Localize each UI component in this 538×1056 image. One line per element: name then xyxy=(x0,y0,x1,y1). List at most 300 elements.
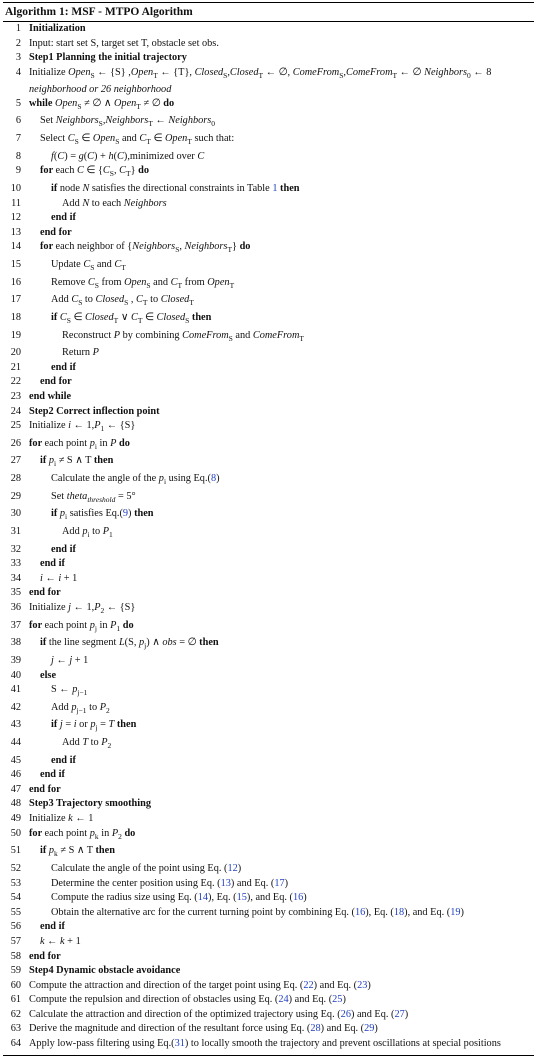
line-text xyxy=(29,226,534,241)
algorithm-line xyxy=(3,226,534,241)
subscript: k xyxy=(94,831,99,841)
algorithm-line xyxy=(3,636,534,654)
line-segment: ComeFrom xyxy=(252,329,300,341)
algorithm-line xyxy=(3,375,534,390)
line-segment: if xyxy=(51,719,60,731)
algorithm-line xyxy=(3,51,534,66)
line-segment: ← ∅ xyxy=(397,66,425,78)
line-number: 40 xyxy=(10,669,21,681)
line-segment: p xyxy=(72,684,78,696)
line-segment: P xyxy=(99,701,107,713)
line-segment: Closed xyxy=(229,66,259,78)
line-segment: i xyxy=(58,572,62,584)
line-segment: ) xyxy=(128,508,135,520)
line-segment: for xyxy=(29,827,45,839)
line-number: 14 xyxy=(10,241,21,253)
line-segment: ) to locally smooth the trajectory and prevent oscillations at special positions xyxy=(184,1038,501,1050)
line-number: 8 xyxy=(15,150,21,162)
subscript: S xyxy=(185,315,190,325)
line-text xyxy=(29,240,534,258)
line-segment: such that: xyxy=(191,133,235,145)
line-segment: Add xyxy=(51,294,72,306)
reference-link[interactable]: 16 xyxy=(292,892,304,904)
line-segment: ), Eq. ( xyxy=(365,906,394,918)
line-segment: then xyxy=(116,719,137,731)
line-segment: p xyxy=(48,845,55,857)
line-segment: = ∅ xyxy=(176,637,200,649)
algorithm-line xyxy=(3,736,534,754)
line-segment: neighborhood or 26 neighborhood xyxy=(29,83,172,95)
reference-link[interactable]: 14 xyxy=(197,892,209,904)
line-segment: if xyxy=(51,508,60,520)
algorithm-line xyxy=(3,964,534,979)
algorithm-line xyxy=(3,390,534,405)
subscript: T xyxy=(126,169,131,179)
algorithm-lines xyxy=(3,22,534,1052)
line-segment: do xyxy=(122,619,134,631)
line-number: 34 xyxy=(10,572,21,584)
algorithm-line xyxy=(3,454,534,472)
line-number: 17 xyxy=(10,294,21,306)
reference-link[interactable]: 23 xyxy=(357,979,368,991)
algorithm-line xyxy=(3,472,534,490)
line-text xyxy=(29,1008,534,1023)
line-segment: ∈ xyxy=(70,311,86,323)
line-number: 37 xyxy=(10,619,21,631)
line-number: 48 xyxy=(10,798,21,810)
subscript: T xyxy=(258,70,264,80)
line-number: 29 xyxy=(10,490,21,502)
line-text xyxy=(29,525,534,543)
subscript: S xyxy=(90,70,95,80)
line-segment: j xyxy=(69,654,73,666)
subscript: i xyxy=(87,530,90,540)
line-number: 36 xyxy=(10,602,21,614)
line-segment: end if xyxy=(40,769,65,781)
subscript: j xyxy=(144,641,147,651)
algorithm-line xyxy=(3,164,534,182)
algorithm-line xyxy=(3,906,534,921)
line-segment: C xyxy=(87,150,95,162)
subscript: 0 xyxy=(467,70,471,80)
line-number: 19 xyxy=(10,329,21,341)
line-segment: Apply low-pass filtering using Eq.( xyxy=(29,1038,175,1050)
algorithm-line xyxy=(3,240,534,258)
line-segment: p xyxy=(158,473,164,485)
line-number: 57 xyxy=(10,935,21,947)
line-segment: to xyxy=(147,294,161,306)
algorithm-line xyxy=(3,572,534,587)
algorithm-line xyxy=(3,891,534,906)
subscript: i xyxy=(163,477,167,487)
line-number: 16 xyxy=(10,276,21,288)
line-segment: in xyxy=(96,437,111,449)
algorithm-line xyxy=(3,258,534,276)
algorithm-line xyxy=(3,437,534,455)
line-number: 42 xyxy=(10,701,21,713)
line-segment: p xyxy=(71,701,77,713)
line-segment: each point xyxy=(44,437,90,449)
line-segment: Return xyxy=(62,347,93,359)
line-segment: to xyxy=(89,526,103,538)
line-text xyxy=(29,490,534,508)
line-text xyxy=(29,993,534,1008)
subscript: S xyxy=(74,137,79,147)
line-segment: C xyxy=(119,165,126,177)
line-segment: Initialize xyxy=(29,66,69,78)
line-segment: in xyxy=(98,827,112,839)
algorithm-line xyxy=(3,197,534,212)
line-segment: ← 1, xyxy=(71,420,95,432)
reference-link[interactable]: 1 xyxy=(272,182,278,194)
line-segment: p xyxy=(90,719,96,731)
line-segment: each xyxy=(55,165,77,177)
line-segment: to xyxy=(82,294,96,306)
line-segment: Initialization xyxy=(29,23,86,34)
line-segment: end if xyxy=(51,212,76,224)
algorithm-line xyxy=(3,683,534,701)
line-segment: then xyxy=(199,637,219,649)
line-segment: satisfies Eq.( xyxy=(67,508,123,520)
algorithm-line xyxy=(3,586,534,601)
line-text xyxy=(29,361,534,376)
algorithm-line xyxy=(3,311,534,329)
line-segment: i xyxy=(40,572,43,584)
line-number: 20 xyxy=(10,347,21,359)
line-segment: ), Eq. ( xyxy=(208,892,237,904)
line-segment: Derive the magnitude and direction of the resultant force using Eq. ( xyxy=(29,1023,311,1035)
line-segment: Step1 Planning the initial trajectory xyxy=(29,52,187,64)
line-segment: ≠ ∅ ∧ xyxy=(81,97,114,109)
algorithm-line xyxy=(3,1037,534,1052)
line-text xyxy=(29,862,534,877)
line-segment: j xyxy=(51,654,54,666)
line-number: 12 xyxy=(10,212,21,224)
subscript: T xyxy=(187,137,192,147)
line-segment: p xyxy=(89,437,95,449)
line-segment: } xyxy=(130,165,139,177)
line-segment: if xyxy=(40,637,49,649)
line-segment: P xyxy=(92,347,99,359)
line-segment: ← {S} xyxy=(104,420,136,432)
line-segment: end if xyxy=(51,361,76,373)
line-text xyxy=(29,1037,534,1052)
line-segment: ) ∧ xyxy=(146,637,163,649)
line-text xyxy=(29,543,534,558)
line-text xyxy=(29,472,534,490)
algorithm-line xyxy=(3,150,534,165)
algorithm-line xyxy=(3,525,534,543)
line-number: 62 xyxy=(10,1008,21,1020)
subscript: S xyxy=(175,245,180,255)
line-segment: ) and Eq. ( xyxy=(313,979,358,991)
line-segment: end if xyxy=(40,558,65,570)
line-segment: ) and Eq. ( xyxy=(350,1008,395,1020)
subscript: T xyxy=(153,70,158,80)
line-segment: by combining xyxy=(120,329,183,341)
algorithm-line xyxy=(3,979,534,994)
reference-link[interactable]: 28 xyxy=(310,1023,321,1035)
algorithm-line xyxy=(3,211,534,226)
line-text xyxy=(29,557,534,572)
line-segment: theta xyxy=(66,490,88,502)
line-segment: Step2 Correct inflection point xyxy=(29,405,160,417)
algorithm-line xyxy=(3,276,534,294)
line-segment: Neighbors xyxy=(55,115,99,127)
line-text xyxy=(29,419,534,437)
line-segment: if xyxy=(51,311,60,323)
line-number: 32 xyxy=(10,543,21,555)
line-text xyxy=(29,51,534,66)
line-segment: , xyxy=(128,294,137,306)
line-segment: then xyxy=(134,508,154,520)
line-segment: Initialize xyxy=(29,813,69,825)
line-segment: do xyxy=(163,97,175,109)
line-segment: end for xyxy=(29,587,61,599)
line-segment: p xyxy=(89,827,95,839)
algorithm-line xyxy=(3,490,534,508)
line-segment: in xyxy=(96,619,111,631)
line-text xyxy=(29,258,534,276)
line-number: 44 xyxy=(10,737,21,749)
line-number: 51 xyxy=(10,845,21,857)
line-text xyxy=(29,22,534,37)
line-segment: ) = xyxy=(64,150,79,162)
line-segment: and xyxy=(232,329,253,341)
line-segment: S ← xyxy=(51,684,73,696)
algorithm-line xyxy=(3,920,534,935)
line-segment: if xyxy=(40,455,49,467)
line-number: 9 xyxy=(15,165,21,177)
line-number: 41 xyxy=(10,684,21,696)
line-segment: Step4 Dynamic obstacle avoidance xyxy=(29,965,181,977)
line-text xyxy=(29,405,534,420)
line-segment: f xyxy=(51,150,54,162)
line-segment: Neighbors xyxy=(132,241,176,253)
line-segment: P xyxy=(110,619,117,631)
reference-link[interactable]: 26 xyxy=(340,1008,351,1020)
line-segment: Remove xyxy=(51,276,88,288)
algorithm-line xyxy=(3,507,534,525)
subscript: T xyxy=(392,70,398,80)
line-text xyxy=(29,768,534,783)
line-segment: = xyxy=(62,719,74,731)
line-segment: p xyxy=(59,508,66,520)
reference-link[interactable]: 31 xyxy=(174,1038,185,1050)
line-segment: ← 1, xyxy=(71,602,95,614)
line-segment: g xyxy=(78,150,84,162)
line-segment: C xyxy=(130,311,138,323)
line-number: 55 xyxy=(10,906,21,918)
line-segment: k xyxy=(40,935,45,947)
subscript: j xyxy=(94,623,97,633)
algorithm-line xyxy=(3,654,534,669)
line-number: 15 xyxy=(10,259,21,270)
line-segment: , xyxy=(343,66,346,78)
line-segment: Input: start set S, target set T, obstacle set obs. xyxy=(29,37,219,49)
line-text xyxy=(29,920,534,935)
line-segment: ) xyxy=(216,473,220,485)
line-segment: and xyxy=(119,133,140,145)
line-segment: C xyxy=(114,259,122,270)
line-segment: end for xyxy=(29,950,61,962)
line-segment: C xyxy=(102,165,110,177)
subscript: T xyxy=(146,137,151,147)
line-segment: P xyxy=(94,420,101,432)
algorithm-line xyxy=(3,718,534,736)
line-segment: P xyxy=(110,437,117,449)
line-segment: obs xyxy=(162,637,177,649)
line-segment: ← xyxy=(42,572,59,584)
line-text xyxy=(29,812,534,827)
line-segment: C xyxy=(76,165,84,177)
line-segment: ) xyxy=(284,877,289,889)
line-segment: Open xyxy=(113,97,137,109)
line-number: 43 xyxy=(10,719,21,731)
algorithm-line xyxy=(3,827,534,845)
line-segment: ← ∅, xyxy=(263,66,293,78)
line-text xyxy=(29,701,534,719)
line-text xyxy=(29,797,534,812)
subscript: 2 xyxy=(106,705,110,715)
reference-link[interactable]: 15 xyxy=(236,892,247,904)
line-text xyxy=(29,906,534,921)
reference-link[interactable]: 29 xyxy=(364,1023,375,1035)
algorithm-line xyxy=(3,754,534,769)
algorithm-line xyxy=(3,114,534,132)
reference-link[interactable]: 18 xyxy=(393,906,405,918)
line-segment: C xyxy=(83,259,91,270)
subscript: j xyxy=(95,723,98,733)
line-text xyxy=(29,979,534,994)
line-segment: Closed xyxy=(95,294,125,306)
line-segment: from xyxy=(98,276,125,288)
reference-link[interactable]: 12 xyxy=(227,862,238,874)
reference-link[interactable]: 8 xyxy=(210,473,217,485)
line-text xyxy=(29,891,534,906)
line-segment: C xyxy=(197,150,205,162)
subscript: S xyxy=(228,333,233,343)
line-number: 54 xyxy=(10,892,21,904)
line-segment: ComeFrom xyxy=(345,66,393,78)
line-number: 46 xyxy=(10,769,21,781)
line-number: 47 xyxy=(10,783,21,795)
line-segment: Neighbors xyxy=(184,241,228,253)
line-number: 58 xyxy=(10,950,21,962)
algorithm-line xyxy=(3,812,534,827)
algorithm-line xyxy=(3,97,534,115)
line-segment: ) and Eq. ( xyxy=(230,877,275,889)
line-number: 33 xyxy=(10,558,21,570)
line-text xyxy=(29,375,534,390)
line-segment: each neighbor of { xyxy=(55,241,133,253)
line-segment: from xyxy=(182,276,208,288)
line-segment: Add xyxy=(62,526,83,538)
line-segment: C xyxy=(67,133,75,145)
line-segment: P xyxy=(113,329,121,341)
line-segment: ) xyxy=(460,906,464,918)
line-segment: ← {S} xyxy=(104,602,136,614)
line-segment: and xyxy=(150,276,171,288)
reference-link[interactable]: 19 xyxy=(450,906,461,918)
reference-link[interactable]: 17 xyxy=(274,877,285,889)
line-number: 28 xyxy=(10,473,21,485)
line-segment: satisfies the directional constraints in Table xyxy=(89,182,273,194)
line-segment: to each xyxy=(89,197,124,209)
line-segment: p xyxy=(89,619,95,631)
line-number: 6 xyxy=(15,115,21,127)
reference-link[interactable]: 16 xyxy=(354,906,366,918)
algorithm-line xyxy=(3,701,534,719)
line-segment: ← xyxy=(152,115,169,127)
subscript: S xyxy=(66,315,71,325)
subscript: S xyxy=(223,70,228,80)
subscript: S xyxy=(115,137,120,147)
line-segment: end if xyxy=(40,921,65,933)
line-segment: ← 1 xyxy=(72,813,94,825)
line-segment: Add xyxy=(62,197,83,209)
line-number: 22 xyxy=(10,376,21,388)
reference-link[interactable]: 22 xyxy=(303,979,314,991)
line-segment: N xyxy=(82,182,90,194)
line-segment: ∨ xyxy=(118,311,131,323)
line-segment: each point xyxy=(44,619,90,631)
line-segment: = 5° xyxy=(115,490,136,502)
line-text xyxy=(29,454,534,472)
line-segment: Open xyxy=(124,276,147,288)
line-segment: Compute the repulsion and direction of obstacles using Eq. ( xyxy=(29,994,279,1006)
reference-link[interactable]: 24 xyxy=(278,994,289,1006)
line-segment: if xyxy=(40,845,49,857)
line-number: 21 xyxy=(10,361,21,373)
line-segment: ( xyxy=(113,150,118,162)
line-segment: Compute the attraction and direction of the target point using Eq. ( xyxy=(29,979,304,991)
reference-link[interactable]: 13 xyxy=(220,877,231,889)
line-text xyxy=(29,1022,534,1037)
reference-link[interactable]: 25 xyxy=(332,994,343,1006)
algorithm-line xyxy=(3,993,534,1008)
algorithm-line xyxy=(3,329,534,347)
line-segment: ) + xyxy=(94,150,109,162)
line-segment: or xyxy=(76,719,91,731)
line-segment: , xyxy=(113,165,120,177)
line-segment: p xyxy=(48,455,55,467)
line-segment: to xyxy=(86,701,100,713)
subscript: S xyxy=(90,263,95,273)
line-segment: ) xyxy=(404,1008,409,1020)
subscript: threshold xyxy=(87,494,116,504)
subscript: i xyxy=(54,459,57,469)
subscript: S xyxy=(109,169,114,179)
line-segment: end for xyxy=(40,376,72,388)
line-segment: Obtain the alternative arc for the current turning point by combining Eq. ( xyxy=(51,906,355,918)
line-number: 45 xyxy=(10,754,21,766)
line-segment: else xyxy=(40,669,57,681)
line-segment: then xyxy=(93,455,114,467)
subscript: S xyxy=(98,119,103,129)
line-segment: Set xyxy=(51,490,67,502)
reference-link[interactable]: 27 xyxy=(394,1008,405,1020)
reference-link[interactable]: 9 xyxy=(122,508,129,520)
line-text xyxy=(29,164,534,182)
algorithm-line xyxy=(3,1008,534,1023)
line-segment: end for xyxy=(40,226,72,238)
line-text xyxy=(29,619,534,637)
line-segment: h xyxy=(108,150,114,162)
subscript: j−1 xyxy=(76,705,87,715)
line-text xyxy=(29,197,534,212)
line-text xyxy=(29,37,534,52)
